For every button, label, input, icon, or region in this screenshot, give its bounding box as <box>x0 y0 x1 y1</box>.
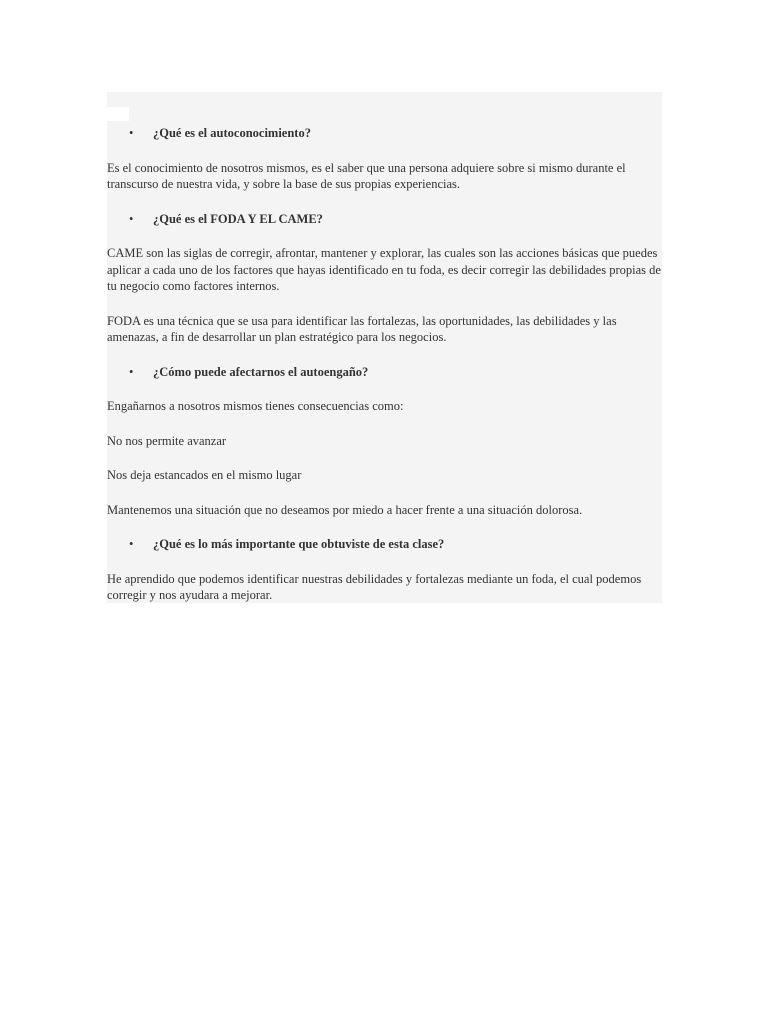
answer-3-paragraph-1: Engañarnos a nosotros mismos tienes consecuencias como: <box>107 399 404 413</box>
answer-1-paragraph-1: Es el conocimiento de nosotros mismos, es el saber que una persona adquiere sobre si mismo durante el transcurso de nuestra vida, y sobre la base de sus propias experiencias. <box>107 160 626 191</box>
bullet-icon: • <box>129 126 134 140</box>
document-notch <box>107 107 129 121</box>
question-2 <box>107 211 662 228</box>
answer-3-paragraph-2: No nos permite avanzar <box>107 433 227 448</box>
question-3-text: ¿Cómo puede afectarnos el autoengaño? <box>153 364 369 379</box>
bullet-icon: • <box>129 364 134 379</box>
answer-3-paragraph-3: Nos deja estancados en el mismo lugar <box>107 468 302 482</box>
question-1-text: ¿Qué es el autoconocimiento? <box>153 126 311 140</box>
answer-3-paragraph-4: Mantenemos una situación que no deseamos por miedo a hacer frente a una situación dolorosa. <box>107 502 583 517</box>
question-1 <box>107 125 662 142</box>
answer-4-paragraph-1: He aprendido que podemos identificar nuestras debilidades y fortalezas mediante un foda, el cual podemos corregir y nos ayudara a mejorar. <box>107 571 642 602</box>
answer-2-paragraph-1: CAME son las siglas de corregir, afrontar, mantener y explorar, las cuales son las acciones básicas que puedes aplicar a cada uno de los factores que hayas identificado en tu foda, es decir corregir las debilidades propias de tu negocio como factores internos. <box>107 246 661 293</box>
question-4-text: ¿Qué es lo más importante que obtuviste de esta clase? <box>153 537 445 551</box>
bullet-icon: • <box>129 537 134 551</box>
question-2-text: ¿Qué es el FODA Y EL CAME? <box>153 211 323 226</box>
question-4 <box>107 536 662 553</box>
question-3 <box>107 364 662 381</box>
answer-2-paragraph-2: FODA es una técnica que se usa para identificar las fortalezas, las oportunidades, las debilidades y las amenazas, a fin de desarrollar un plan estratégico para los negocios. <box>107 313 617 344</box>
bullet-icon: • <box>129 211 134 226</box>
document-body <box>107 125 662 604</box>
